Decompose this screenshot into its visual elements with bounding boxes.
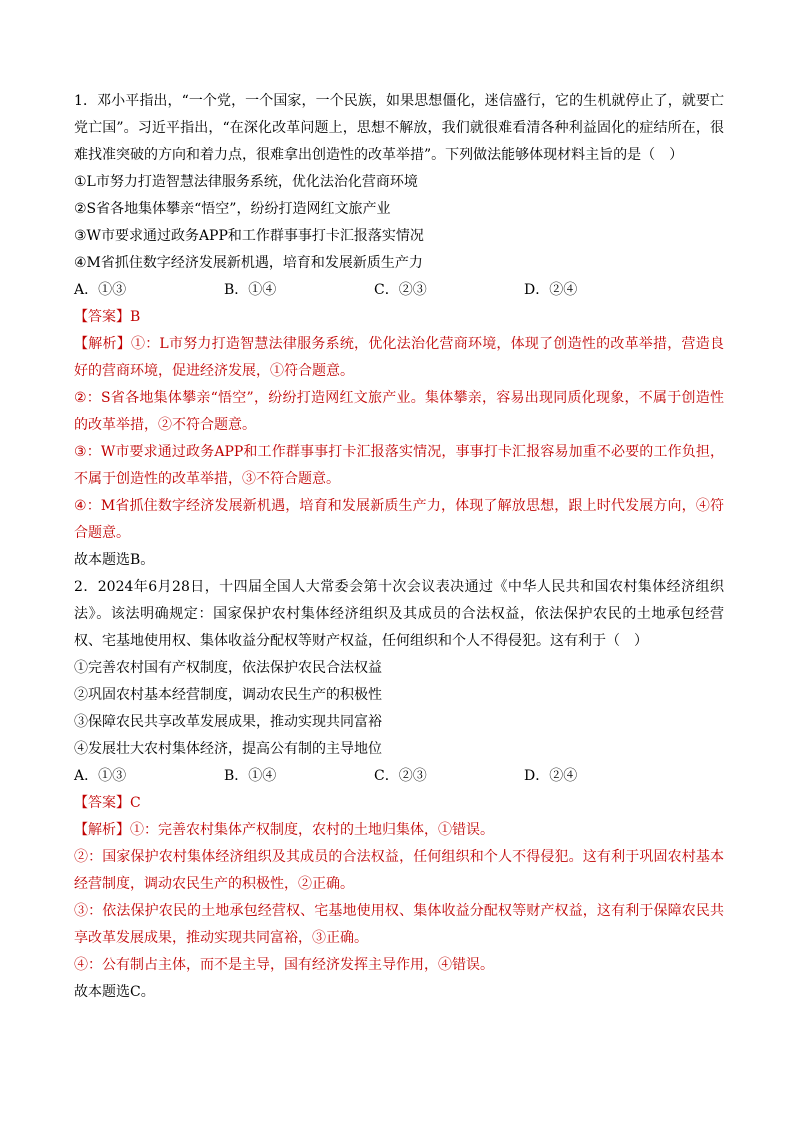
analysis-paragraph: ③：W市要求通过政务APP和工作群事事打卡汇报落实情况，事事打卡汇报容易加重不必要的工作负担，不属于创造性的改革举措，③不符合题意。 xyxy=(74,444,724,487)
option-a: A．①③ xyxy=(74,768,127,784)
statement-item: ②巩固农村基本经营制度，调动农民生产的积极性 xyxy=(74,687,382,703)
statement-item: ①完善农村国有产权制度，依法保护农民合法权益 xyxy=(74,660,382,676)
answer-options xyxy=(74,277,724,304)
answer-label: 【答案】C xyxy=(74,795,141,811)
statement-item: ③W市要求通过政务APP和工作群事事打卡汇报落实情况 xyxy=(74,228,424,244)
analysis-paragraph: ②：S省各地集体攀亲“悟空”，纷纷打造网红文旅产业。集体攀亲，容易出现同质化现象，不属于创造性的改革举措，②不符合题意。 xyxy=(74,390,724,433)
question-2 xyxy=(74,574,724,1006)
option-d: D．②④ xyxy=(524,282,578,298)
answer-label: 【答案】B xyxy=(74,309,141,325)
option-a: A．①③ xyxy=(74,282,127,298)
option-b: B．①④ xyxy=(224,282,277,298)
question-stem: 2．2024年6月28日，十四届全国人大常委会第十次会议表决通过《中华人民共和国农村集体经济组织法》。该法明确规定：国家保护农村集体经济组织及其成员的合法权益，依法保护农民的土地承包经营权、宅基地使用权、集体收益分配权等财产权益，任何组织和个人不得侵犯。这有利于（ ） xyxy=(74,579,724,649)
analysis-paragraph: ④：公有制占主体，而不是主导，国有经济发挥主导作用，④错误。 xyxy=(74,957,494,973)
option-b: B．①④ xyxy=(224,768,277,784)
analysis-paragraph: ②：国家保护农村集体经济组织及其成员的合法权益，任何组织和个人不得侵犯。这有利于巩固农村基本经营制度，调动农民生产的积极性，②正确。 xyxy=(74,849,724,892)
option-c: C．②③ xyxy=(374,282,427,298)
statement-item: ①L市努力打造智慧法律服务系统，优化法治化营商环境 xyxy=(74,174,418,190)
statement-item: ③保障农民共享改革发展成果，推动实现共同富裕 xyxy=(74,714,382,730)
document-content xyxy=(74,88,724,1006)
analysis-paragraph: ④：M省抓住数字经济发展新机遇，培育和发展新质生产力，体现了解放思想，跟上时代发展方向，④符合题意。 xyxy=(74,498,724,541)
question-stem: 1．邓小平指出，“一个党，一个国家，一个民族，如果思想僵化，迷信盛行，它的生机就停止了，就要亡党亡国”。习近平指出，“在深化改革问题上，思想不解放，我们就很难看清各种利益固化的症结所在，很难找准突破的方向和着力点，很难拿出创造性的改革举措”。下列做法能够体现材料主旨的是（ ） xyxy=(74,93,724,163)
statement-item: ④发展壮大农村集体经济，提高公有制的主导地位 xyxy=(74,741,382,757)
option-c: C．②③ xyxy=(374,768,427,784)
conclusion: 故本题选C。 xyxy=(74,984,155,1000)
analysis-paragraph: 【解析】①：L市努力打造智慧法律服务系统，优化法治化营商环境，体现了创造性的改革举措，营造良好的营商环境，促进经济发展，①符合题意。 xyxy=(74,336,724,379)
statement-item: ②S省各地集体攀亲“悟空”，纷纷打造网红文旅产业 xyxy=(74,201,391,217)
option-d: D．②④ xyxy=(524,768,578,784)
question-1 xyxy=(74,88,724,574)
answer-options xyxy=(74,763,724,790)
analysis-paragraph: ③：依法保护农民的土地承包经营权、宅基地使用权、集体收益分配权等财产权益，这有利于保障农民共享改革发展成果，推动实现共同富裕，③正确。 xyxy=(74,903,724,946)
conclusion: 故本题选B。 xyxy=(74,552,155,568)
analysis-paragraph: 【解析】①：完善农村集体产权制度，农村的土地归集体，①错误。 xyxy=(74,822,494,838)
statement-item: ④M省抓住数字经济发展新机遇，培育和发展新质生产力 xyxy=(74,255,423,271)
